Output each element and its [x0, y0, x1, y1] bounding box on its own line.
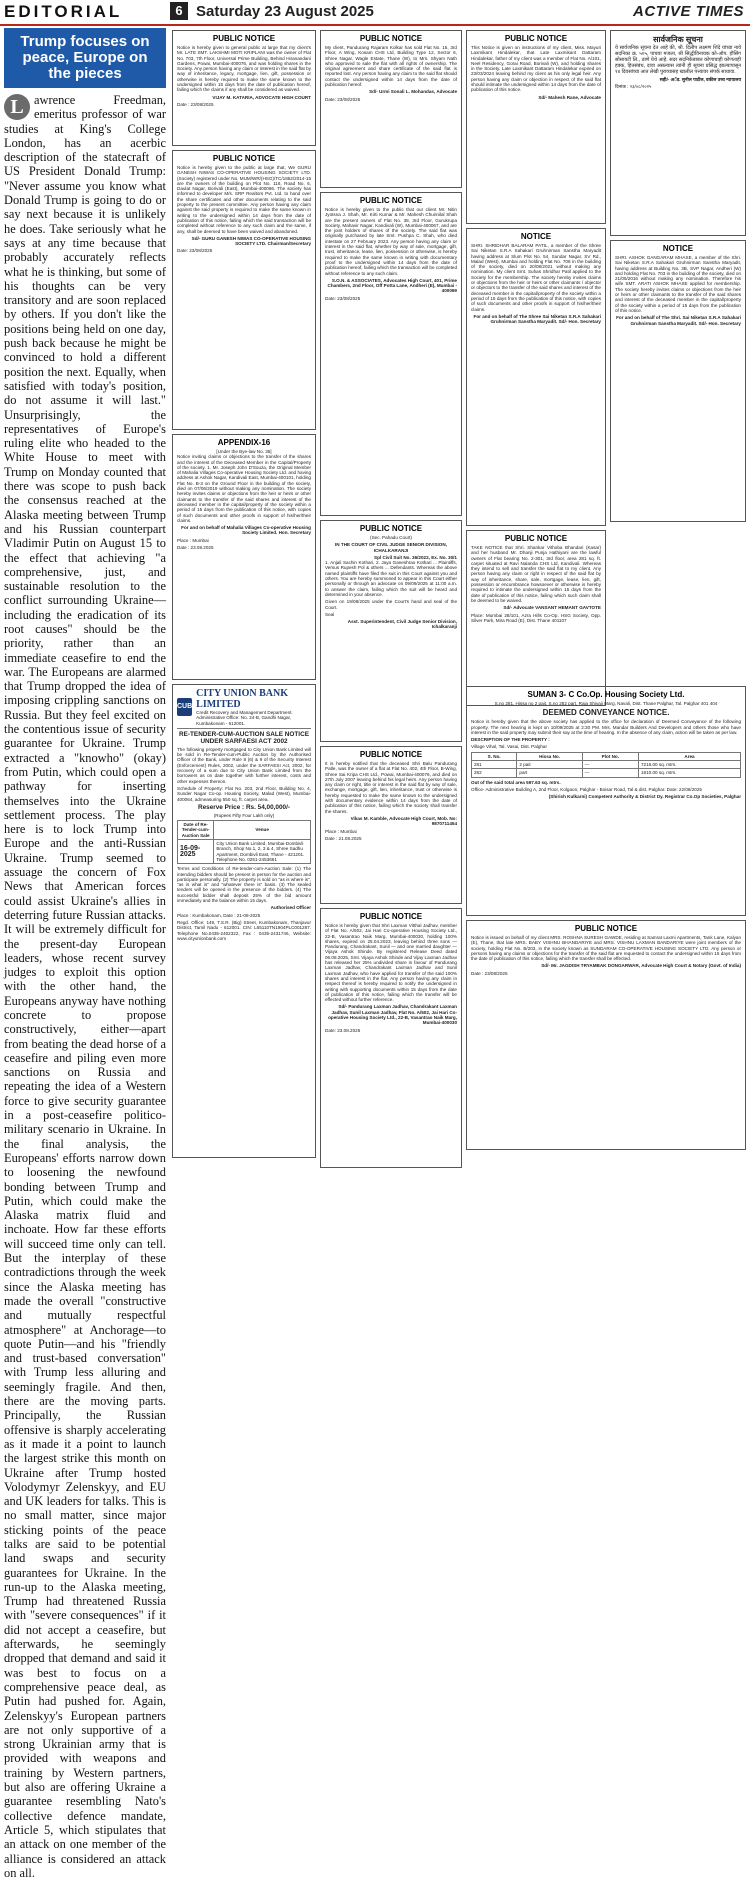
notice-subheading: (Sec. Pahadu Court): [370, 535, 412, 540]
public-notice: [466, 530, 606, 706]
public-notice: [172, 150, 316, 430]
notice-date: Date: 23/08/2025: [325, 295, 361, 301]
public-notice: [466, 920, 746, 1150]
notice-wide-area: [466, 686, 746, 1144]
public-notice: [320, 746, 462, 904]
bank-logo-icon: CUB: [177, 698, 192, 716]
notice-signature: S.O.N. & ASSOCIATES, Advocates High Court, 401, Prime Chambers, 2nd Floor, Off Potta Lane, Andheri (E), Mumbai - 400069: [327, 277, 457, 294]
auction-text: The following property mortgaged to City Union Bank Limited will be sold in Re-Tender-cum-Public Auction by the Authorised Officer of the Bank, under Rule 8 (6) & 9 of the Security Interest (Enforcement) Rules, 2002, under the SARFAESI Act, 2002, for recovery of a sum due to City Union Bank Limited from the borrowers as on date together with further interest, costs and other expenses thereon.: [177, 746, 311, 784]
notice-subheading: [Under the Bye-law No. 35]: [216, 449, 272, 454]
notice-column-2: [320, 30, 462, 1144]
notice-heading: PUBLIC NOTICE: [359, 524, 423, 533]
table-header: Date of Re-Tender-cum-Auction Sale: [178, 821, 214, 840]
notice-date: Date: 23.08.2025: [325, 1027, 361, 1033]
notice-text: Notice is issued on behalf of my client MRS. ROSHNA SURESH GAWDE, residing at Samrat Laxmi Apartments, Tank Lane, Kalyan (E), Thane, that late MRS. BABY VISHNU BHANDARIYE and MRS. VISHNU LAXMAN BANDARIYE were joint members of the society, holding Flat No. B/203, in the society known as SUNDARAM CO-OPERATIVE HOUSING SOCIETY LTD. Any person or persons having any claims or objections for the transfer of the said flat are requested to contact the undersigned within 15 days from the date of publication of this notice, failing which the transfer shall be effected.: [471, 935, 741, 962]
marathi-notice: [610, 30, 746, 236]
table-header: Hissa No.: [517, 752, 582, 760]
newspaper-name: ACTIVE TIMES: [632, 3, 744, 20]
reserve-price: Reserve Price : Rs. 54,00,000/-: [197, 803, 290, 811]
public-notice: [320, 908, 462, 1168]
notice-signature: Sd/- Urmi Sonali L. Mohandas, Advocate: [369, 89, 457, 95]
table-cell: —: [582, 761, 638, 769]
notice-heading: PUBLIC NOTICE: [504, 34, 568, 43]
court-registrar: Asst. Superintendent, Civil Judge Senior Division, Ichalkaranji: [347, 619, 457, 630]
bank-address: Credit Recovery and Management Department. Administrative Office: No. 24-B, Gandhi Nagar, Kumbakonam - 612001.: [196, 710, 293, 726]
table-cell: 1810.00 sq. mtrs.: [638, 769, 740, 777]
society-notice: [610, 240, 746, 522]
table-cell: 281: [472, 761, 517, 769]
notice-heading: PUBLIC NOTICE: [359, 196, 423, 205]
notice-heading: PUBLIC NOTICE: [504, 534, 568, 543]
drop-cap: L: [4, 94, 30, 120]
notice-signature: Vikas M. Kamble, Advocate High Court, Mob. No: 9870711454: [350, 815, 457, 827]
auction-place-date: Place : Kumbakonam, Date : 21-08-2025: [177, 912, 261, 918]
notice-text: SHRI. SHRIDHAR BALARAM PATIL, a member of the Shree Sai Niketan S.R.A Sahakari Gruhnirman Sanstha Maryadit having address at Slum Plot No. 54, Sundar Nagar, SV Rd., Malad (West), Mumbai and holding Flat No. 708 in the building of the society, died on 20/08/2021 without making any nomination. My client Smt. Suhas Shridhar Patil applied to the Society for the membership. The society hereby invites claims or objections from the heir or heirs or other claimants / objector or objectors to the transfer of the said shares and interest of the deceased member in the capital/property of the society within a period of 15 days from the publication of this notice, with copies of such documents and other proofs in support of his/her/their claims.: [471, 243, 601, 312]
notice-text: My client, Pandurang Rajaram Kolkar has sold Flat No. 15, 3rd Floor, A Wing, Kosam CHS Ltd, Building Type 12, Sector 6, Shree Nagar, Wagle Estate, Thane (W), to Mrs. Shyam Nath who approved to sale the flat with all rights of ownership. The original agreement and share certificate of the said flat is reported lost. Any person having any claim to the said flat should contact the undersigned within 14 days from the date of publication hereof.: [325, 45, 457, 88]
society-name: SUMAN 3- C Co.Op. Housing Society Ltd.: [527, 690, 685, 699]
notice-text: ये सार्वजनिक सूचना देत आहे की, श्री. दिलीप लक्ष्मण शिंदे यांच्या नावे सदनिका क्र. ५०५, पाचवा मजला, श्री सिद्धीविनायक को-ऑप. हौसिंग सोसायटी लि., ठाणे येथे आहे. सदर सदनिकेबाबत कोणाचाही कोणताही हक्क, हितसंबंध, दावा असल्यास त्यांनी ही सूचना प्रसिद्ध झाल्यापासून १४ दिवसांच्या आत लेखी पुराव्यासह खालील पत्त्यावर संपर्क साधावा.: [615, 45, 741, 75]
total-area: Out of the said total area 597.63 sq. mtrs.: [471, 779, 561, 785]
notice-place: Place : Mumbai: [325, 828, 357, 834]
notice-date: Date : 21.08.2025: [325, 835, 362, 841]
section-title: EDITORIAL: [4, 2, 123, 21]
bank-header: [177, 688, 311, 729]
notice-text: It is hereby notified that the deceased Shri Balu Pandurang Patle, was the owner of a flat at Flat No. 402, 4th Floor, B-Wing, Shree Sai Kripa CHS Ltd., Powai, Mumbai-400076, and died on 27th July 2007 leaving behind his legal heirs. Any person having any claim or right, title or interest in the said flat by way of sale, exchange, mortgage, gift, lien, inheritance, trust or otherwise is hereby requested to make the same known to the undersigned with documentary evidence within 14 days from the date of publication of this notice, failing which the society shall transfer the shares.: [325, 761, 457, 814]
notice-date: Date : 23/08/2025: [471, 970, 508, 976]
suit-number: Spl Civil Suit No. 36/2022, Ex. No. 30/1: [374, 554, 457, 560]
table-cell: part: [517, 769, 582, 777]
notice-heading: PUBLIC NOTICE: [574, 924, 638, 933]
editorial-column: [4, 28, 166, 1880]
table-header: Area: [638, 752, 740, 760]
issue-date: Saturday 23 August 2025: [196, 3, 374, 20]
property-schedule: Schedule of Property: Flat No. 203, 2nd Floor, Building No. 4, Sunder Nagar Co-op. Housing Society, Malad (West), Mumbai-400064, admeasuring 550 sq. ft. carpet area.: [177, 785, 311, 802]
notice-text: 1. Anjali Sachin Kothari, 2. Jaya Ganeshrao Kothari ... Plaintiffs, Versus Rupesh Pol & others ... Defendants. Whereas the above named plaintiffs have filed the suit in this Court against you and others. You are hereby summoned to appear in this Court either personally or through an advocate on 09/09/2025 at 11:00 a.m. to answer the claim, failing which the suit will be heard and determined in your absence.: [325, 560, 457, 597]
table-row: [472, 769, 741, 777]
court-seal: Seal: [325, 611, 335, 617]
notice-signature: Sd/- Pandurang Laxman Jadhav, Chandrakant Laxman Jadhav, Sunil Laxman Jadhav, Flat No. A/502, Jai Hari Co-operative Housing Society Ltd., 22-B, Vasantrao Naik Marg, Mumbai-400030: [328, 1004, 457, 1026]
notice-heading: PUBLIC NOTICE: [212, 34, 276, 43]
notice-signature: VIJAY M. KATARIA, ADVOCATE HIGH COURT: [212, 94, 311, 100]
editorial-text: awrence Freedman, emeritus professor of war studies at King's College London, has an acerbic description of the statecraft of US President Donald Trump: "Never assume you know what Donald Trump is going to do or say next because it is unlikely he does. Take seriously what he says at any time because that probably accurately reflects what he is thinking, but some of his thoughts can be very transitory and are soon replaced by others. If you don't like the positions being held on one day, push back because he might be convinced to hold a different position the next. Equally, when satisfied with today's position, do not assume it will last." Unsurprisingly, the representatives of Europe's ruling elite who headed to the White House to meet with Trump on Monday counted that there was scope to push back the consensus reached at the Alaska meeting between Trump and his Russian counterpart Vladimir Putin on August 15 to the effect that achieving "a comprehensive, just, and sustainable resolution to the conflict surrounding Ukraine—including the eradication of its root causes" should be the priority, rather than an immediate ceasefire to end the war. The Europeans are alarmed that Trump dropped the idea of imposing crippling sanctions on Russia. But they feel excited on the contentious issue of security guarantee for Ukraine. Trump extracted a "knowho" (okay) from Putin, which could open a pathway for inserting themselves into the Ukraine settlement process. The play here is to lock Trump into Europe and the anti-Russian Ukraine. Trump seemed to assuage the concern of Fox News that American forces could assist Ukraine's allies in deterring future Russian attacks. It will be extremely difficult for the present-day European leaders, whose recent survey judges to exploit this option with the other hand, the Europeans anyway have nothing concrete to propose constructively, either—apart from beating the dead horse of a ceasefire and piling even more sanctions on Russia and repeating the idea of a Western force to give security guarantee in a post-ceasefire politico-military scenario in Ukraine. In the final analysis, the Europeans' efforts narrow down to loosening the newfound bonding between Trump and Putin, which could make the Alaska matrix fluid and inchoate. How far these efforts will succeed time only can tell. But the interplay of these contradictions through the week since the Alaska meeting has made the overall "constructive and mutually respectful atmosphere" at Anchorage—to quote Putin—and his "friendly and trust-based conversation" with Trump less alluring and seemingly fragile. And then, there are the moving parts. Principally, the Russian offensive is sharply accelerating as it made it a point to launch the largest strike this month on Ukraine after Trump hosted Volodymyr Zelenskyy, and EU and UK leaders for talks. This is no small matter, since major sticking points of the peace talks are said to be potential land swaps and security guarantees for Ukraine. In the run-up to the Alaska meeting, Trump had threatened Russia with "severe consequences" if it did not accept a ceasefire, but afterwards, he seemingly dropped that demand and said it was best to focus on a comprehensive peace deal, as Putin had pushed for. Again, Zelenskyy's European partners are not only supportive of a strong Ukrainian army that is provided with weapons and training by Western partners, but also are offering Ukraine a guarantee resembling Nato's collective defence mandate, Article 5, which stipulates that an attack on one member of the alliance is considered an attack on all.: [4, 93, 166, 1880]
auction-table: [177, 820, 311, 864]
notice-heading: PUBLIC NOTICE: [212, 154, 276, 163]
editorial-headline: Trump focuses on peace, Europe on the pieces: [4, 28, 166, 88]
notice-signature: For and on behalf of The Shri. Sai Niketan S.R.A Sahakari Gruhnirman Sanstha Maryadit. Sd/- Hon. Secretary: [616, 315, 741, 326]
notice-date: Date : 23.08.2025: [177, 545, 214, 551]
property-table: [471, 752, 741, 778]
table-cell: 2 pait: [517, 761, 582, 769]
page-number: 6: [170, 2, 188, 20]
notice-signature: Sd/- Mr. JAGDISH TRYAMBAK DONGARWAR, Advocate High Court & Notary (Govt. of India): [541, 963, 741, 969]
auction-date: 16-09-2025: [178, 840, 214, 864]
notice-text: Notice is hereby given that the above society has applied to the office for declaration of Deemed Conveyance of the following property. The next hearing is kept on 10/09/2025 at 2:30 PM. Mrs. Mandar Builders And Developers and others those who have interest in the said property may submit their say at the time of hearing. In the absence of any claim, action will be taken as per law.: [471, 719, 741, 735]
reserve-price-words: (Rupees Fifty Four Lakh only): [213, 812, 275, 818]
bank-auction-notice: [172, 684, 316, 1158]
notice-heading: APPENDIX-16: [217, 438, 271, 447]
notice-place: Place: Mumbai 28/101, Azra Hills Co-Op. HSG Society, Opp. Silver Park, Mira Road (E), Dist. Thane 401107: [471, 612, 601, 623]
society-address: S.no 281, Hissa no 2 pait, S.no 282 part, Raja Shivaji Marg, Navali, Dist. Thane Palghar, Tal. Palghar 401 404: [494, 701, 718, 706]
notice-text: Notice inviting claims or objections to the transfer of the shares and the interest of the Deceased Member in the Capital/Property of the society. 1. Mr. Joseph John D'Souza, the Original Member of Mahalia Villages Co-operative Housing Society Ltd. and having address at Ashok Nagar, Kandivali East, Mumbai-400101, holding Flat No. B-3 on the Ground Floor in the building of the society, died on 07/06/2019 without making any nomination. The society hereby invites claims or objections from the heir or heirs or other claimants to the transfer of the said shares and interest of the deceased member in the capital/property of the society within a period of 15 days from the publication of this notice, with copies of such documents and other proofs in support of his/her/their claims.: [177, 454, 311, 523]
notice-date: Date: 23/08/2025: [325, 96, 361, 102]
notice-place: Place : Mumbai: [177, 537, 209, 543]
court-name: IN THE COURT OF CIVIL JUDGE SENIOR DIVISION, ICHALKARANJI: [335, 542, 447, 553]
notice-text: Notice is hereby given to the public at large that, We GURU GANESH NIWAS CO-OPERATIVE HOUSING SOCIETY LTD. (Society) registered under No. MUM/WR/(HSG)/TC/1852/2014-15 are the owners of the building on Plot No. 116, Road No. 6, Daulat Nagar, Borivali (East), Mumbai-400066. The society has informed to developer M/s. SRP Realtors Pvt. Ltd. to hand over the share certificates and other documents relating to the said property to the present committee. Any person having any claim against the said property is required to make the same known in writing to the undersigned within 14 days from the date of publication of this notice, failing which the said transaction will be completed without reference to any such claim and the same, if any, shall be deemed to have been waived and abandoned.: [177, 165, 311, 234]
table-cell: —: [582, 769, 638, 777]
public-notice: [172, 30, 316, 146]
table-header: S. No.: [472, 752, 517, 760]
table-header: Plot No.: [582, 752, 638, 760]
auction-title: RE-TENDER-CUM-AUCTION SALE NOTICE UNDER SARFAESI ACT 2002: [179, 730, 309, 745]
court-given: Given on 19/08/2025 under the Court's hand and seal of the Court.: [325, 599, 457, 610]
notice-heading: सार्वजनिक सूचना: [653, 35, 703, 44]
notice-text: Notice is hereby given to the public that our client Mr. Nitin Jyotsna J. Shah, Mr. Kirti Kumar & Mr. Mahesh Chunnilal Shah are the present owners of Flat No. 38, 3rd Floor, Gurukrupa Society, Mahavir Nagar, Kandivali (W), Mumbai-400067, and are the joint holders of shares of the society. The said flat was originally purchased by late Smt. Pushpa C. Shah, who died intestate on 27 February 2023. Any person having any claim or interest in the said flat, whether by way of sale, mortgage, gift, trust, inheritance, lease, lien, possession or otherwise, is hereby required to make the same known in writing with documentary proof to the undersigned within 14 days from the date of publication hereof, failing which the transaction will be completed without reference to any such claim.: [325, 207, 457, 276]
notice-signature: For and on behalf of Mahalia Villages Co-operative Housing Society Limited. Hon. Secretary: [181, 525, 311, 536]
notice-date: Date: 23/08/2025: [177, 248, 213, 254]
table-cell: 282: [472, 769, 517, 777]
notice-date: दिनांक : २३/०८/२०२५: [615, 84, 652, 90]
office-address: Office- Administrative Building A, 2nd Floor, Kolgaon, Palghar - Boisar Road, Tal & dist. Palghar. Date: 22/08/2025: [471, 786, 702, 792]
notice-heading: NOTICE: [520, 232, 552, 241]
bank-name: CITY UNION BANK LIMITED: [196, 688, 289, 710]
notice-text: Notice is hereby given to general public at large that my client's Mr. LATE SMT. LAKSHMI MOTI KRIPLANI was the owner of Flat No. 703, 7th Floor, Universal Prime Building, Behind Hiranandani Gardens, Powai, Mumbai-400076, and was holding shares in the Society. Any person having any claim or interest in the said flat by way of inheritance, legacy, mortgage, lien, gift, possession or otherwise is hereby required to make the same known to the undersigned within 15 days from the date of publication hereof, failing which the claims if any shall be considered as waived.: [177, 45, 311, 93]
notice-text: SHRI. ASHOK GANGARAM MHASE, a member of the Shri. Sai Niketan S.R.A Sahakari Gruhnirman Sanstha Maryadit, having address at Building No. 3B, SVP Nagar, Andheri (W) and holding Flat No. 703 in the building of the society, died on 21/05/2016 without making any nomination. Therefore his wife SMT. ARATI ASHOK MHASE applied for membership. The society hereby invites claims or objections from the heir or heirs or other claimants to the transfer of the said shares and interest of the deceased member in the capital/property of the society within a period of 15 days from the publication of this notice.: [615, 255, 741, 313]
notice-column-1: [172, 30, 316, 1144]
notice-heading: PUBLIC NOTICE: [359, 912, 423, 921]
appendix-notice: [172, 434, 316, 680]
bank-footer: Regd. Office: 149, T.S.R. (Big) Street, Kumbakonam, Thanjavur District, Tamil Nadu - 612001. CIN: L65110TN1904PLC001287. Telephone No.0435-2402322, Fax : 0435-2431746, Website: www.cityunionbank.com: [177, 919, 311, 941]
table-header: Venue: [214, 821, 311, 840]
authorised-officer: Authorised Officer: [270, 905, 311, 911]
deemed-conveyance-notice: [466, 686, 746, 916]
notice-heading: PUBLIC NOTICE: [359, 750, 423, 759]
public-notice: [466, 30, 606, 224]
notice-text: TAKE NOTICE that Shri. Shankar Vithoba Bhandari (Kasar) and her husband Mr. Dhanji Punja Hathiyani are the lawful owners of Flat bearing No. 2-301, 3rd floor, area 281 sq. ft. carpet situated at Ravi Nalanda CHS Ltd, Kandivali. Whereas they intend to sell and transfer the said flat to my client. Any person having any claim or right in respect of the said flat by way of inheritance, share, sale, mortgage, lease, lien, gift, possession or encumbrance howsoever or otherwise is hereby required to intimate the undersigned within 15 days from the date of publication of this notice, failing which such claim shall be deemed to be waived.: [471, 545, 601, 603]
auction-venue: City Union Bank Limited, Mumbai-Dombivli Branch, Shop No.1, 2, 3 & 4, Shree Sadhu Apartment, Dombivli East, Thane - 421201. Telephone No. 0251-2453661: [214, 840, 311, 864]
masthead: [0, 0, 750, 26]
notice-signature: Sd/- GURU GANESH NIWAS CO-OPERATIVE HOUSING SOCIETY LTD. Chairman/Secretary: [191, 235, 311, 247]
property-description-sub: Village Vihal, Tal. Vasai, Dist. Palghar: [471, 744, 548, 750]
notice-signature: For and on behalf of The Shree Sai Niketan S.R.A Sahakari Gruhnirman Sanstha Maryadit. Sd/- Hon. Secretary: [473, 313, 601, 325]
property-description-title: DESCRIPTION OF THE PROPERTY :: [471, 737, 550, 743]
competent-authority: (Shirish Kulkarni) Competent Authority & District Dy. Registrar Co.Op Societies, Palghar: [548, 794, 741, 800]
public-notice: [320, 192, 462, 516]
notice-signature: सही/- अॅड. सुनील पाटील, वकील उच्च न्यायालय: [659, 77, 741, 82]
notice-signature: Sd/- Mahesh Rane, Advocate: [538, 94, 601, 100]
auction-terms: Terms and Conditions of Re-tender-cum-Auction Sale: (1) The intending bidders should be present in person for the auction and participate personally. (2) The property is sold on "as is where is", "as is what is" and "whatever there is" basis. (3) The sealed tenders will be opened in the presence of the bidders. (4) The successful bidder shall deposit 25% of the bid amount immediately and the balance within 15 days.: [177, 866, 311, 904]
table-cell: 7216.00 sq. mtrs.: [638, 761, 740, 769]
editorial-body: [4, 93, 166, 1880]
notice-heading: PUBLIC NOTICE: [359, 34, 423, 43]
notice-heading: NOTICE: [662, 244, 694, 253]
notice-title: DEEMED CONVEYANCE NOTICE.: [542, 708, 670, 718]
notice-text: Notice is hereby given that Shri Laxman Vitthal Jadhav, member of Flat No. A/502, Jai Hari Co-operative Housing Society Ltd., 22-B, Vasantrao Naik Marg, Mumbai-400030, holding 100% shares, expired on 25.04.2023, leaving behind three sons — Pandurang, Chandrakant, Sunil — and one married daughter — Vijaya Ashok Shinde. By registered Release Deed dated 06.08.2025, Smt. Vijaya Ashok Shinde and Vijay Laxman Jadhav has released her 25% undivided share in favour of Pandurang Laxman Jadhav, Chandrakant Laxman Jadhav and Sunil Laxman Jadhav, who have applied for transfer of the said 100% shares and interest in the flat. Any person having any claim in respect thereof is hereby required to notify the undersigned in writing with supporting documents within 15 days from the date of publication of this notice, failing which the transfer will be effected without further reference.: [325, 923, 457, 1003]
notice-text: This Notice is given on instructions of my client, Miss. Mayuri Laxmikant Hindalekar, that Late Laxmikant Dattaram Hindalekar, father of my client was a member of Flat No. A/101, Neel Residency, Gorai Road, Borivali (W), and holding shares in the Society. Late Laxmikant Dattaram Hindalekar expired on 23/03/2024 leaving behind my client as his only legal heir. Any person having any claim or objection in respect of the said flat should intimate the undersigned within 14 days from the date of publication of this notice.: [471, 45, 601, 93]
society-notice: [466, 228, 606, 526]
court-notice: [320, 520, 462, 742]
notice-signature: Sd/- Advocate VANSANT HEMANT GAVTOTE: [503, 605, 601, 611]
public-notice: [320, 30, 462, 188]
notice-date: Date : 23/08/2025: [177, 101, 214, 107]
table-row: [472, 761, 741, 769]
